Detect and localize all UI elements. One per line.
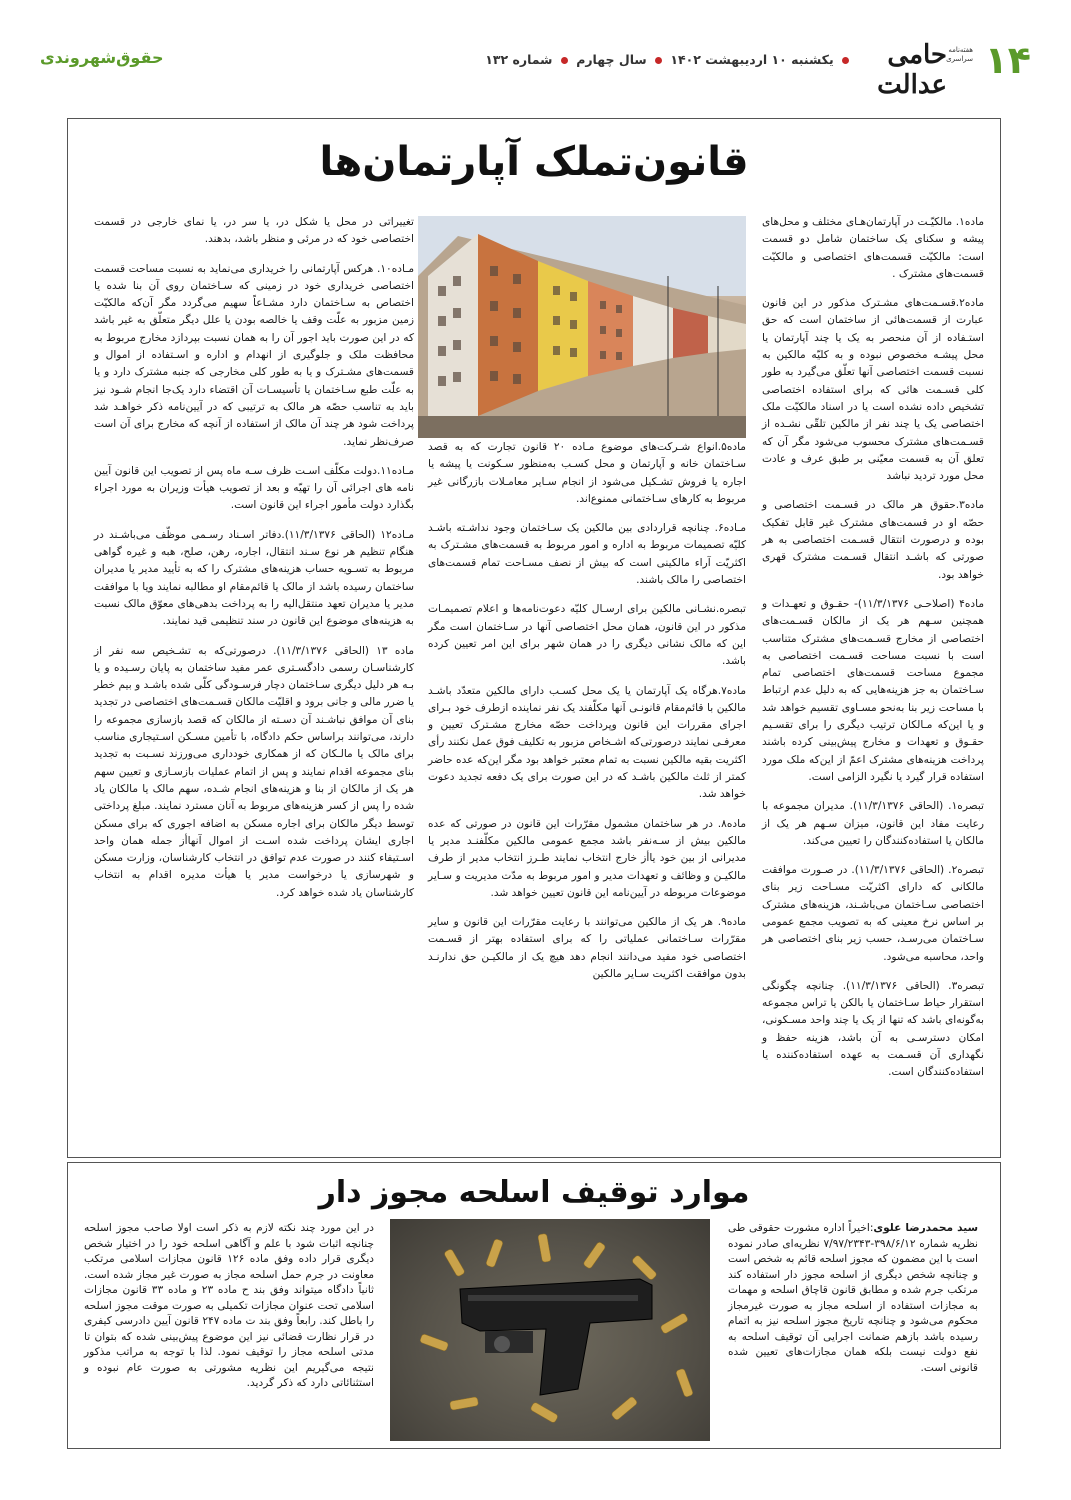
paragraph: ماده۹. هر یک از مالکین می‌توانند با رعایت مقرّرات این قانون و سایر مقرّرات سـاختمانی عملیاتی را که برای استفاده بهتر از قسـمت اختصاصی خود مفید می‌دانند انجام دهد هیچ یک از مالکیـن حق ندارنـد بدون موافقت اکثریت سـایر مالکین [428, 916, 746, 981]
paragraph: تبصره.نشـانی مالکین برای ارسـال کلیّه دعوت‌نامه‌ها و اعلام تصمیمـات مذکور در این قانون، همان محل اختصاصی آنها در سـاختمان است مگر این که مالک نشانی دیگری را در همان شهر برای این امر تعیین کرده باشد. [428, 603, 746, 668]
issue-number: شماره ۱۳۲ [485, 52, 553, 67]
paragraph: ماده۴ (اصلاحـی ۱۱/۳/۱۳۷۶)- حقـوق و تعهـدات و همچنین سـهم هر یک از مالکان قسـمت‌های اختصاصی از مخارج قسـمت‌های مشترک متناسب است با نسبت مساحت قسـمت اختصاصی به مجموع مساحت قسمت‌های اختصاصی تمام سـاختمان به جز هزینه‌هایی که به دلیل عدم ارتباط با مساحت زیر بنا به‌نحو مسـاوی تقسیم خواهد شد و یا این‌که مـالکان ترتیب دیگری را برای تقسـیم حقـوق و تعهدات و مخارج پیش‌بینی کرده باشند پرداخت هزینه‌های مشترک اعمّ از این‌که ملک مورد استفاده قرار گیرد یا نگیرد الزامی است. [762, 597, 984, 783]
section-title: حقوق‌شهروندی [40, 48, 164, 67]
bullet-dot-icon [655, 57, 662, 64]
paragraph: تبصره۱. (الحاقی ۱۱/۳/۱۳۷۶). مدیران مجموعه با رعایت مفاد این قانون، میزان سـهم هر یک از مالکان یا استفاده‌کنندگان را تعیین می‌کند. [762, 800, 984, 847]
article-headline: موارد توقیف اسلحه مجوز دار [318, 1175, 750, 1210]
paragraph: ماده۵.انواع شـرکت‌های موضوع مـاده ۲۰ قانون تجارت که به قصد سـاختمان خانه و آپارتمان و محل کسـب به‌منظور سـکونت یا پیشه یا اجاره یا فروش تشـکیل می‌شود از انجام سـایر معامـلات بازرگانی غیر مربوط به کارهای سـاختمانی ممنوع‌اند. [428, 441, 746, 505]
article-apartment-law [67, 118, 1001, 1158]
paragraph: :اخیراً اداره مشورت حقوقی طی نظریه شماره ۳۹۸/۶/۱۲-۷/۹۷/۲۳۴۳ نظریه‌ای صادر نموده است با این مضمون که مجوز اسلحه قائم به شخص است و چنانچه شخص دیگری از اسلحه مجوز دار استفاده کند مرتکب جرم شده و مطابق قانون قاچاق اسلحه و مهمات به مجازات استفاده از اسلحه مجاز به صورت غیرمجاز محکوم می‌شود و چنانچه تاریخ مجوز اسلحه نیز به اتمام رسیده باشد بازهم ضمانت اجرایی آن توقیف اسلحه به نفع دولت نیست بلکه همان مجازات‌های تعیین شده قانونی است. [728, 1222, 978, 1374]
paragraph: ماده۸. در هر ساختمان مشمول مقرّرات این قانون در صورتی که عده مالکین بیش از سـه‌نفر باشد مجمع عمومی مالکین مکلّفنـد مدیر یا مدیرانی از بین خود یاأز خارج انتخاب نمایند طـرز انتخاب مدیر از طرف مالکیـن و وظائف و تعهدات مدیر و امور مربوط به مدّت مدیریت و سـایر موضوعات مربوطه در آیین‌نامه این قانون تعیین خواهد شد. [428, 817, 746, 899]
paragraph: تغییراتی در محل یا شکل در، یا سر در، یا نمای خارجی در قسمت اختصاصی خود که در مرئی و منظر باشد، بدهند. [94, 216, 414, 246]
issue-date: یکشنبه ۱۰ اردیبهشت ۱۴۰۲ [670, 52, 834, 67]
pistol-illustration [390, 1219, 710, 1441]
paragraph: مـاده۱۲ (الحاقی ۱۱/۳/۱۳۷۶).دفاتر اسـناد رسـمی موظّف می‌باشـند در هنگام تنظیم هر نوع سـند انتقال، اجاره، رهن، صلح، هبه و غیره گواهی مربوط به تسـویه حساب هزینه‌های مشترک را که به تأیید مدیر یا مدیران ساختمان رسیده باشد از مالک یا قائم‌مقام او مطالبه نمایند ویا با موافقت مدیر یا مدیران تعهد منتقل‌الیه را به پرداخت بدهی‌های معوّق مالک نسبت به هزینه‌های موضوع این قانون در سند تنظیمی قید نمایند. [94, 528, 414, 628]
column-right [762, 214, 984, 1094]
article-headline: قانون‌تملک آپارتمان‌ها [319, 139, 749, 185]
paragraph: ماده۳.حقوق هر مالک در قسـمت اختصاصی و حصّه او در قسمت‌های مشترک غیر قابل تفکیک بوده و درصورت انتقال قسـمت اختصاصی به هر صورتی که باشـد انتقال قسـمت مشترک قهری خواهد بود. [762, 499, 984, 581]
logo-tagline: هفته‌نامه سراسری [946, 46, 973, 63]
paragraph: تبصره۲. (الحاقی ۱۱/۳/۱۳۷۶). در صـورت موافقت مالکانی که دارای اکثریّت مسـاحت زیر بنای اختصاصی سـاختمان می‌باشـند، هزینه‌های مشترک بر اساس نرخ معینی که به تصویب مجمع عمومی سـاختمان می‌رسـد، حسب زیر بنای اختصاصی هر واحد، محاسبه می‌شود. [762, 864, 984, 963]
paragraph: ماده۲.قسـمت‌های مشـترک مذکور در این قانون عبارت از قسمت‌هائی از ساختمان است که حق استـفاده از آن منحصر به یک یا چند آپارتمان یا محل پیشـه مخصوص نبوده و به کلیّه مالکین به نسبت قسمت اختصاصی آنها تعلّق می‌گیرد به طور کلی قسـمت هائی که برای استفاده اختصاصی تشخیص داده نشده است یا در اسناد مالکیّت ملک اختصاصی یک یا چند نفر از مالکین تلقّی نشـده از قسـمت‌های مشترک محسوب می‌شود مگر آن که تعلق آن به قسمت معیّنی بر طبق عرف و عادت محل مورد تردید نباشد [762, 297, 984, 483]
bullet-dot-icon [842, 57, 849, 64]
paragraph: ماده۱. مالکیّـت در آپارتمان‌هـای مختلف و محل‌های پیشه و سکنای یک ساختمان شامل دو قسمت است: مالکیّت قسمت‌های اختصاصی و مالکیّت قسمت‌های مشترک . [762, 216, 984, 280]
masthead [40, 38, 1031, 100]
paragraph: مـاده۱۱.دولت مکلّف اسـت ظرف سـه ماه پس از تصویب این قانون آیین نامه های اجرائی آن را تهیّه و بعد از تصویب هیأت وزیران به مورد اجراء بگذارد دولت مأمور اجراء این قانون است. [94, 464, 414, 512]
article2-left-column [84, 1221, 374, 1392]
issue-info-line [485, 52, 853, 67]
column-middle [428, 439, 746, 995]
page-number: ۱۴ [984, 38, 1031, 82]
logo-wordmark: حامی عدالت [877, 40, 947, 100]
pistol-photo [390, 1219, 710, 1441]
apartment-buildings-illustration [418, 216, 746, 438]
author-name: سید محمدرضا علوی [873, 1222, 978, 1234]
bullet-dot-icon [561, 57, 568, 64]
article-weapon-seizure [67, 1162, 1001, 1449]
paragraph: در این مورد چند نکته لازم به ذکر است اولا صاحب مجوز اسلحه چنانچه اثبات شود با علم و آگاهی اسلحه خود را در اختیار شخص دیگری قرار داده وفق ماده ۱۲۶ قانون مجازات اسلامی مرتکب معاونت در جرم حمل اسلحه مجاز به صورت غیر مجاز شده است. ثانیاً دادگاه میتواند وفق بند ح ماده ۲۳ و ماده ۳۳ قانون مجازات اسلامی تحت عنوان مجازات تکمیلی به صورت موقت مجوز اسلحه را باطل کند. رابعاً وفق بند ت ماده ۲۴۷ قانون آیین دادرسی کیفری در قرار نظارت قضائی نیز این موضوع پیش‌بینی شده که بتوان تا مدتی اسلحه مجاز را توقیف نمود. لذا با توجه به مراتب مذکور نتیجه می‌گیریم این نظریه مشورتی به صورت عام نبوده و استثنائاتی دارد که ذکر گردید. [84, 1222, 374, 1389]
article2-right-column [728, 1221, 978, 1376]
issue-year: سال چهارم [576, 52, 647, 67]
paragraph: تبصره۳. (الحاقی ۱۱/۳/۱۳۷۶). چنانچه چگونگی استقرار حیاط سـاختمان یا بالکن یا تراس مجموعه به‌گونه‌ای باشد که تنها از یک یا چند واحد مسـکونی، امکان دسترسـی به آن باشد، هزینه حفظ و نگهداری آن قسـمت به عهده استفاده‌کننده یا استفاده‌کنندگان است. [762, 979, 984, 1079]
paragraph: مـاده۱۰. هرکس آپارتمانی را خریداری می‌نماید به نسبت مساحت قسمت اختصاصی خریداری خود در زمینی که سـاختمان روی آن بنا شده یا اختصاص به سـاختمان دارد مشـاعاً سهیم می‌گردد مگر آن‌که مالکیّت زمین مزبور به علّت وقف یا خالصه بودن یا علل دیگر متعلّق به غیر باشد که در این صورت باید اجور آن را به همان نسبت بپردازد مخارج مربوط به محافظت ملک و جلوگیری از انهدام و اداره و اسـتفاده از اموال و قسمت‌های مشـترک و یا به طور کلی مخارجی که جنبه مشترک دارد و یا به علّت طبع سـاختمان یا تأسیسـات آن اقتضاء دارد یک‌جا انجام شـود نیز باید به تناسب حصّه هر مالک به ترتیبی که در آیین‌نامه ذکر خواهـد شد پرداخت شود هر چند آن مالک از استفاده از آنچه که مخارج برای آن است صرف‌نظر نماید. [94, 262, 414, 448]
column-left [94, 214, 414, 914]
apartment-buildings-photo [418, 216, 746, 438]
paragraph: مـاده۶. چنانچه قراردادی بین مالکین یک سـاختمان وجود نداشـته باشـد کلیّه تصمیمات مربوط به اداره و امور مربوط به قسمت‌های مشـترک به اکثریّت آراء مالکینی است که بیش از نصف مسـاحت تمام قسمت‌های اختصاصی را مالک باشند. [428, 522, 746, 587]
paragraph: ماده ۱۳ (الحاقی ۱۱/۳/۱۳۷۶). درصورتی‌که به تشـخیص سه نفر از کارشناسـان رسمی دادگسـتری عمر مفید ساختمان به پایان رسـیده و یا بـه هر دلیل دیگری سـاختمان دچار فرسـودگی کلّی شده باشـد و بیم خطر یا ضرر مالی و جانی برود و اقلیّت مالکان قسـمت‌های اختصاصی در تجدید بنای آن موافق نباشـند آن دسـته از مالکان که قصد بازسازی مجموعه را دارند، می‌توانند براساس حکم دادگاه، با تأمین مسـکن اسـتیجاری مناسب برای مالک یا مالـکان که از همکاری خودداری می‌ورزند نسـبت به تجدید بنای مجموعه اقدام نمایند و پس از اتمام عملیات بازسـازی و تعیین سهم هر یک از مالکان از بنا و هزینه‌های انجام شـده، سهم مالک یا مالکان یاد شده را پس از کسر هزینه‌های مربوط به آنان مسترد نمایند. مبلغ پرداختی توسط دیگر مالکان برای اجاره مسکن به اضافه اجوری که برای مسکن اجاری ایشان پرداخت شده اسـت از اموال آنهاأز جمله همان واحد اسـتیفاء کنند در صورت عدم توافق در انتخاب کارشناسان، وزارت مسکن و شهرسازی یا درخواست مدیر یا هیأت مدیره اقدام به انتخاب کارشناسان یاد شده خواهد کرد. [94, 644, 415, 899]
paragraph: ماده۷.هرگاه یک آپارتمان یا یک محل کسـب دارای مالکین متعدّد باشـد مالکین با قائم‌مقام قانونـی آنها مکلّفند یک نفر نماینده ازطرف خود بـرای اجرای مقررات این قانون وپرداخت حصّه مخارج مشـترک تعیین و معرفـی نمایند درصورتی‌که اشـخاص مزبور به تکلیف فوق عمل نکنند رأی اکثریت بقیه مالکین نسبت به تمام معتبر خواهد بود مگر این‌که عده حاضر کمتر از ثلث مالکین باشـد که در این صورت برای یک دفعه تجدید دعوت خواهد شد. [428, 684, 746, 801]
